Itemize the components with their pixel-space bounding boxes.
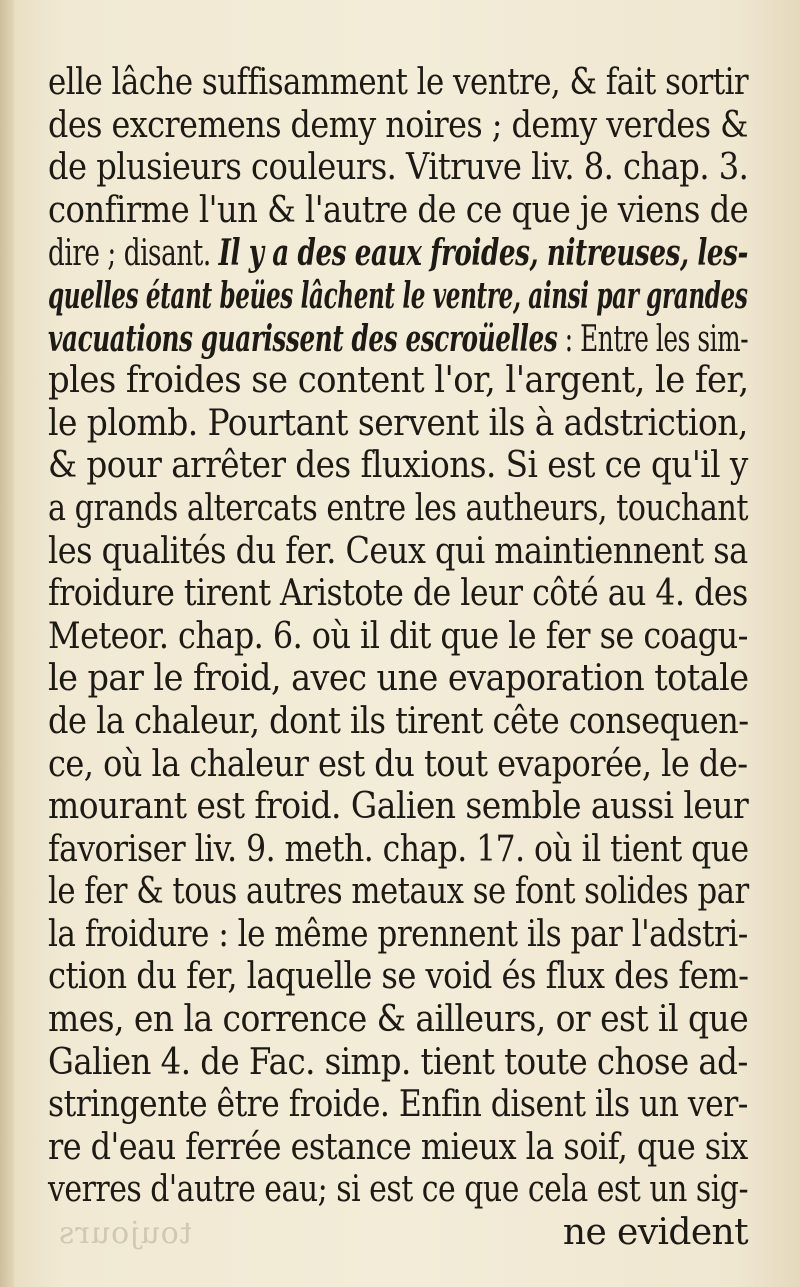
text-line: le fer & tous autres metaux se font solides par — [48, 871, 749, 913]
text-line: ce, où la chaleur est du tout evaporée, le de- — [48, 743, 748, 785]
text-line: mes, en la corrence & ailleurs, or est il que — [48, 999, 749, 1041]
text-line: stringente être froide. Enfin disent ils un ver- — [48, 1084, 748, 1126]
text-line: Galien 4. de Fac. simp. tient toute chose ad- — [48, 1041, 748, 1083]
page-text — [48, 62, 748, 1255]
text-line: elle lâche suffisamment le ventre, & fait sortir — [48, 62, 749, 103]
show-through-text: toujours — [58, 1216, 192, 1251]
catchword-line: ne evident — [562, 1212, 748, 1254]
text-line — [48, 318, 748, 361]
text-line: Meteor. chap. 6. où il dit que le fer se coagu- — [48, 615, 748, 657]
text-line: de plusieurs couleurs. Vitruve liv. 8. chap. 3. — [48, 147, 749, 189]
text-line: de la chaleur, dont ils tirent cête consequen- — [48, 700, 749, 742]
text-line: le par le froid, avec une evaporation totale — [48, 658, 749, 700]
text-line: mourant est froid. Galien semble aussi leur — [48, 786, 749, 828]
text-line: verres d'autre eau; si est ce que cela est un sig- — [48, 1169, 749, 1211]
text-line: confirme l'un & l'autre de ce que je viens de — [48, 189, 749, 231]
text-line: re d'eau ferrée estance mieux la soif, que six — [48, 1126, 748, 1168]
text-roman: dire ; disant. — [48, 233, 219, 275]
text-line: la froidure : le même prennent ils par l'adstri- — [48, 913, 748, 955]
text-italic: Il y a des eaux froides, nitreuses, les- — [218, 232, 748, 275]
book-gutter — [0, 0, 14, 1287]
text-italic: vacuations guarissent des escroüelles — [48, 317, 558, 360]
text-line: ction du fer, laquelle se void és flux des fem- — [48, 956, 749, 998]
text-line: les qualités du fer. Ceux qui maintiennent sa — [48, 530, 748, 572]
text-roman: : Entre les sim- — [557, 318, 749, 360]
text-line: a grands altercats entre les autheurs, touchant — [48, 487, 749, 529]
text-line: & pour arrêter des fluxions. Si est ce qu'il y — [48, 445, 748, 487]
text-line-italic: quelles étant beües lâchent le ventre, ainsi par grandes — [48, 274, 748, 317]
text-line: des excremens demy noires ; demy verdes & — [48, 104, 748, 146]
text-line: ples froides se content l'or, l'argent, le fer, — [48, 360, 749, 402]
text-line: le plomb. Pourtant servent ils à adstriction, — [48, 402, 748, 444]
text-line: froidure tirent Aristote de leur côté au 4. des — [48, 573, 748, 615]
text-line — [48, 232, 748, 275]
text-line: favoriser liv. 9. meth. chap. 17. où il tient que — [48, 828, 749, 870]
